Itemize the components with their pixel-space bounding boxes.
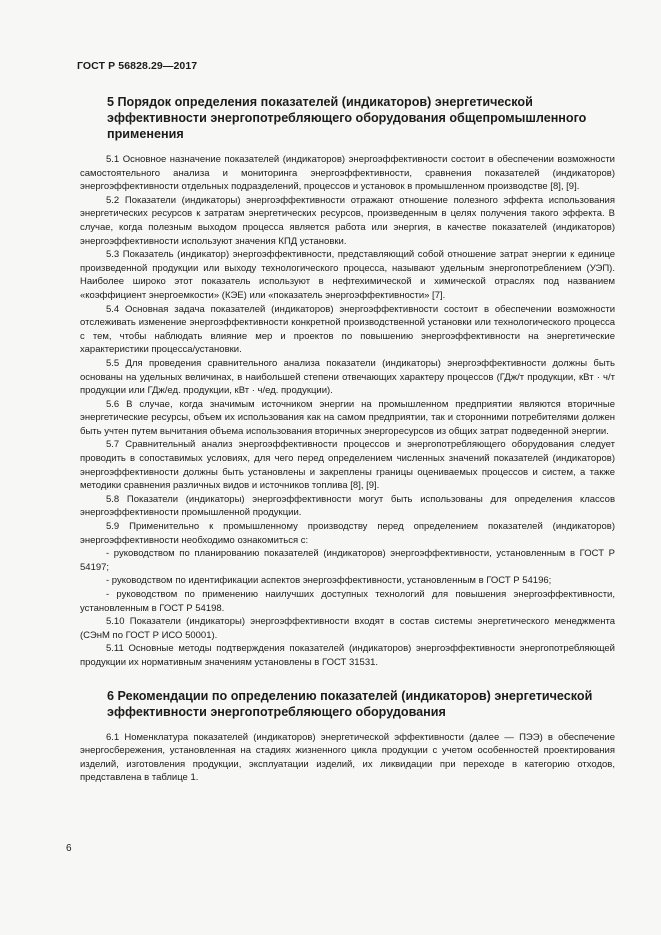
- paragraph-5-6: 5.6 В случае, когда значимым источником энергии на промышленном предприятии являются вторичные энергетические ресурсы, объем их использования как на самом предприятии, так и сторонними потребителями должен быть учтен путем вычитания объема использования вторичных энергоресурсов из общих затрат подведенной энергии.: [80, 398, 615, 437]
- paragraph-5-9: 5.9 Применительно к промышленному производству перед определением показателей (индикаторов) энергоэффективности необходимо ознакомиться с:: [80, 521, 615, 546]
- section-5-title: 5 Порядок определения показателей (индикаторов) энергетической эффективности энергопотребляющего оборудования общепромышленного применения: [107, 95, 587, 141]
- paragraph-5-8: 5.8 Показатели (индикаторы) энергоэффективности могут быть использованы для определения классов энергоэффективности промышленной продукции.: [80, 493, 615, 519]
- page-number: 6: [66, 843, 72, 854]
- paragraph-5-4: 5.4 Основная задача показателей (индикаторов) энергоэффективности состоит в обеспечении возможности отслеживать изменение энергоэффективности конкретной производственной установки или технологического процесса с тем, чтобы наблюдать влияние мер и проектов по повышению энергоэффективности на энергетические характеристики процесса/установки.: [80, 303, 615, 356]
- list-item-gost-54198: - руководством по применению наилучших доступных технологий для повышения энергоэффективности, установленным в ГОСТ Р 54198.: [80, 589, 615, 614]
- paragraph-5-7: 5.7 Сравнительный анализ энергоэффективности процессов и энергопотребляющего оборудования следует проводить в сопоставимых условиях, для чего перед определением численных значений показателей (индикаторов) энергоэффективности должны быть установлены и закреплены границы оцениваемых процессов и систем, а также методики сравнения различных видов и источников топлива [8], [9].: [80, 439, 615, 492]
- document-header: ГОСТ Р 56828.29—2017: [77, 60, 198, 72]
- paragraph-5-11: 5.11 Основные методы подтверждения показателей (индикаторов) энергоэффективности энергопотребляющей продукции их нормативным значениям установлены в ГОСТ 31531.: [80, 643, 615, 668]
- paragraph-5-1: 5.1 Основное назначение показателей (индикаторов) энергоэффективности состоит в обеспечении возможности самостоятельного анализа и мониторинга энергоэффективности, сравнения показателей (индикаторов) энергоэффективности отдельных подразделений, процессов и установок в промышленном производстве [8], [9].: [80, 154, 615, 193]
- paragraph-5-3: 5.3 Показатель (индикатор) энергоэффективности, представляющий собой отношение затрат энергии к единице произведенной продукции или выходу технологического процесса, называют удельным энергопотреблением (УЭП). Наиболее широко этот показатель используют в нефтехимической и химической отраслях под названием «коэффициент энергоемкости» (КЭЕ) или «показатель энергоэффективности» [7].: [80, 249, 615, 301]
- paragraph-6-1: 6.1 Номенклатура показателей (индикаторов) энергетической эффективности (далее — ПЭЭ) в обеспечение энергосбережения, установленная на стадиях жизненного цикла продукции с учетом особенностей проектирования изделий, изготовления продукции, эксплуатации изделий, их ликвидации при переходе в категорию отходов, представлена в таблице 1.: [80, 731, 615, 784]
- paragraph-5-5: 5.5 Для проведения сравнительного анализа показатели (индикаторы) энергоэффективности должны быть основаны на удельных величинах, в наибольшей степени отвечающих характеру процессов (ГДж/т продукции, кВт · ч/т продукции или ГДж/ед. продукции, кВт · ч/ед. продукции).: [80, 357, 615, 397]
- document-body: [80, 94, 615, 785]
- paragraph-5-2: 5.2 Показатели (индикаторы) энергоэффективности отражают отношение полезного эффекта использования энергетических ресурсов к затратам энергетических ресурсов, произведенным в целях получения такого эффекта. В случае, когда полезным выходом процесса является работа или энергия, в качестве показателей (индикаторов) энергоэффективности используют значения КПД установки.: [80, 194, 615, 247]
- section-spacer: [80, 670, 615, 688]
- list-item-gost-54197: - руководством по планированию показателей (индикаторов) энергоэффективности, установленным в ГОСТ Р 54197;: [80, 548, 615, 573]
- list-item-gost-54196: - руководством по идентификации аспектов энергоэффективности, установленным в ГОСТ Р 54196;: [106, 575, 552, 587]
- section-6-title: 6 Рекомендации по определению показателей (индикаторов) энергетической эффективности энергопотребляющего оборудования: [107, 688, 593, 719]
- paragraph-5-10: 5.10 Показатели (индикаторы) энергоэффективности входят в состав системы энергетического менеджмента (СЭнМ по ГОСТ Р ИСО 50001).: [80, 616, 615, 641]
